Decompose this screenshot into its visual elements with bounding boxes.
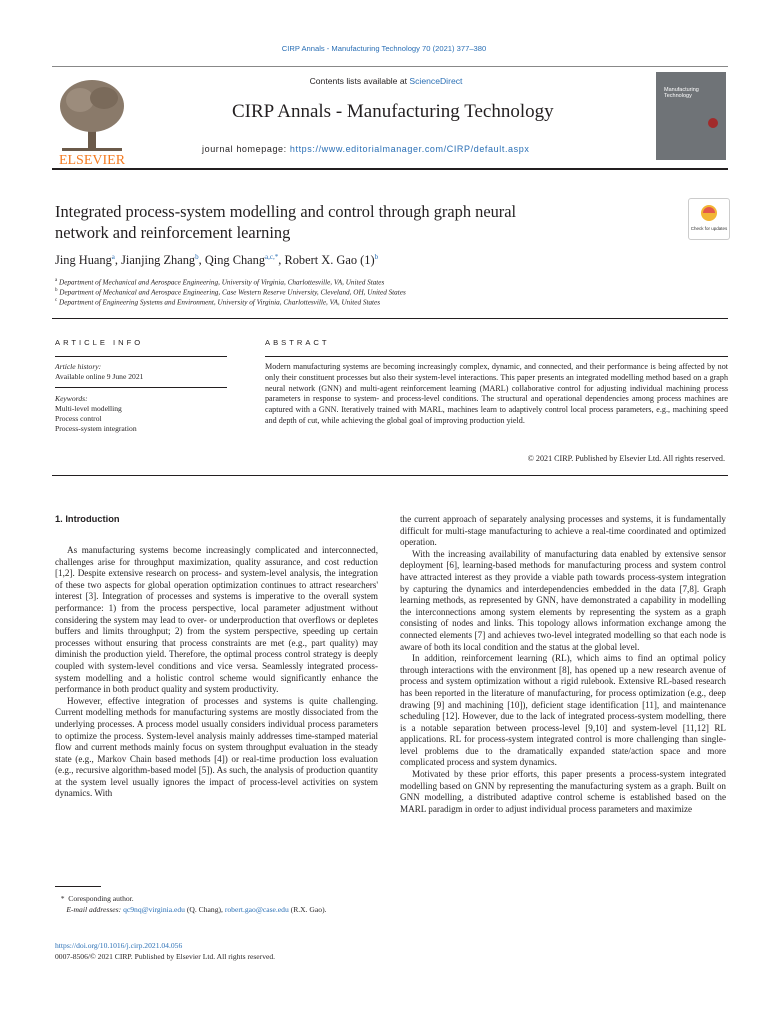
doi-block <box>55 940 275 962</box>
header-bottom-rule <box>52 168 728 170</box>
elsevier-logo <box>52 76 132 166</box>
homepage-link[interactable]: https://www.editorialmanager.com/CIRP/default.aspx <box>289 144 530 154</box>
abstract-bottom-rule <box>52 475 728 476</box>
footnote-rule <box>55 886 101 887</box>
body-paragraph: With the increasing availability of manufacturing data enabled by extensive sensor deployment [6], learning-based methods for manufacturing process and system control have attracted interest as they provide a viable path towards process-system integration by capturing the dynamics and interdependencies embedded in the data [7,8]. Graph learning methods, as represented by GNN, have demonstrated a capability in modelling the interconnections among system elements by representing the system as a graph consisting of nodes and links. This topology allows information exchange among the connected elements [7] and achieves two-level integrated modelling so that each node is aware of both its local condition and the status at the global level. <box>400 548 726 652</box>
body-paragraph: In addition, reinforcement learning (RL), which aims to find an optimal policy through interactions with the environment [8], has opened up a new research avenue of process and system optimization without a rigid rulebook. Extensive RL-based research has been reported in the literature of manufacturing, for process optimization (e.g., deep drawing [9] and machining [10]), deficient stage identification [11], and maintenance scheduling [12]. However, due to the lack of integrated process-system modelling, there is a notable separation between process-level [9,10] and system-level [11,12] RL applications. RL for process-system integrated control is more challenging than single-level problems due to the dramatically expanded state/action space and more complicated process and system dynamics. <box>400 653 726 768</box>
author-list: Jing Huang$^a$, Jianjing Zhang$^b$, Qing Chang$^{a,c,*}$, Robert X. Gao $(1)^b$ <box>55 253 379 268</box>
paper-title <box>55 201 655 243</box>
history-value: Available online 9 June 2021 <box>55 372 144 381</box>
keyword-item: Process-system integration <box>55 424 137 433</box>
body-paragraph: However, effective integration of processes and systems is quite challenging. Current modelling methods for manufacturing systems are mostly dissociated from the underlying processes. A process model usually considers individual process parameters to optimize the process. System-level analysis mainly addresses time-stamped material flow and current methods mainly focus on system throughput evaluation in the steady state (e.g., Markov Chain based methods [4]) or real-time production loss evaluation (e.g., recursive algorithm-based model [5]). As such, the analysis of production quantity at the system level usually ignores the impact of process-level activities on system dynamics. With <box>55 695 378 799</box>
corresponding-author-note: * Coresponding author. <box>60 894 134 903</box>
body-paragraph: As manufacturing systems become increasingly complicated and interconnected, challenges arise for throughput maximization, quality assurance, and cost reduction [1,2]. Despite extensive research on process- and system-level analysis, the integration of these two aspects for global operation optimization continues to attract researchers' interest [3]. Integration of processes and systems is imperative to the overall system performance: 1) from the process perspective, local parameter adjustment without considering the system may lead to over- or underproduction that overflows or depletes buffers and limits throughput; 2) from the system perspective, speeding up certain processes without ensuring that process constraints are met (e.g., part quality) may diminish the production yield. Therefore, the optimal process control strategy is deeply coupled with system-level conditions and vice versa. Seamlessly integrated process-system modelling and a holistic control scheme would significantly enhance the performance in both product quality and system productivity. <box>55 545 378 695</box>
history-label: Article history: <box>55 362 102 371</box>
sciencedirect-link[interactable]: ScienceDirect <box>409 76 463 86</box>
journal-homepage <box>202 144 529 154</box>
header-rule <box>52 66 728 67</box>
doi-link[interactable]: https://doi.org/10.1016/j.cirp.2021.04.056 <box>55 941 183 950</box>
check-for-updates-badge[interactable] <box>688 198 730 240</box>
introduction-heading: 1. Introduction <box>55 514 120 524</box>
footnote <box>55 893 327 915</box>
elsevier-wordmark: ELSEVIER <box>58 153 126 166</box>
keywords <box>55 394 227 434</box>
journal-reference[interactable]: CIRP Annals - Manufacturing Technology 70 (2021) 377–380 <box>281 44 487 53</box>
abstract-copyright: © 2021 CIRP. Published by Elsevier Ltd. All rights reserved. <box>527 454 725 463</box>
affiliation-c: $^c$ Department of Engineering Systems and Environment, University of Virginia, Charlottesville, VA, United States <box>55 298 381 307</box>
abstract-heading: ABSTRACT <box>265 338 330 347</box>
author-1[interactable]: Jing Huang$^a$ <box>55 253 115 268</box>
contents-line <box>52 76 720 86</box>
keywords-label: Keywords: <box>55 394 88 403</box>
author-3[interactable]: Qing Chang$^{a,c,*}$ <box>204 253 279 268</box>
paper-title-line-2: network and reinforcement learning <box>55 223 291 242</box>
affiliation-a: $^a$ Department of Mechanical and Aerospace Engineering, University of Virginia, Charlottesville, VA, United States <box>55 278 385 287</box>
article-history <box>55 362 227 382</box>
check-for-updates-label: Check for updates <box>690 226 728 231</box>
cover-title: Manufacturing Technology <box>664 87 699 99</box>
keyword-item: Multi-level modelling <box>55 404 122 413</box>
article-info-heading: ARTICLE INFO <box>55 338 144 347</box>
affiliations-rule <box>52 318 728 319</box>
author-4[interactable]: Robert X. Gao $(1)^b$ <box>284 253 379 268</box>
author-2[interactable]: Jianjing Zhang$^b$ <box>121 253 199 268</box>
email-addresses: E-mail addresses: qc9nq@virginia.edu (Q. Chang), robert.gao@case.edu (R.X. Gao). <box>66 905 327 914</box>
body-paragraph: Motivated by these prior efforts, this paper presents a process-system integrated modelling based on GNN by representing the manufacturing system as a graph. Built on GNN modelling, a distributed adaptive control scheme is established based on the MARL paradigm in order to adjust individual process parameters and maximize <box>400 769 726 814</box>
article-info-divider <box>55 387 227 388</box>
keyword-item: Process control <box>55 414 102 423</box>
abstract-rule <box>265 356 728 357</box>
paper-title-line-1: Integrated process-system modelling and control through graph neural <box>55 202 517 221</box>
journal-title: CIRP Annals - Manufacturing Technology <box>232 101 554 122</box>
article-info-rule <box>55 356 227 357</box>
email-link-chang[interactable]: qc9nq@virginia.edu <box>123 905 185 914</box>
issn-copyright: 0007-8506/© 2021 CIRP. Published by Elsevier Ltd. All rights reserved. <box>55 952 276 961</box>
journal-header <box>52 68 728 168</box>
affiliation-b: $^b$ Department of Mechanical and Aerospace Engineering, Case Western Reserve University, Cleveland, OH, United States <box>55 288 406 297</box>
body-column-right <box>400 514 726 815</box>
body-paragraph: the current approach of separately analysing processes and systems, it is fundamentally difficult for multi-stage manufacturing to achieve a real-time coordinated and optimized operation. <box>400 514 726 548</box>
contents-prefix: Contents lists available at <box>309 76 410 86</box>
email-link-gao[interactable]: robert.gao@case.edu <box>224 905 289 914</box>
homepage-label: journal homepage: <box>202 144 290 154</box>
body-column-left <box>55 545 378 800</box>
journal-cover-image <box>656 72 726 160</box>
abstract-text: Modern manufacturing systems are becoming increasingly complex, dynamic, and connected, and their performance is being affected by not only their constituent processes but also their system-level interactions. This paper presents an integrated modelling method based on a graph neural network (GNN) and multi-agent reinforcement learning (MARL) collaborative control for adjusting individual machining process parameters in response to system- and process-level conditions. The structural and operational dependencies among process machines are captured with a GNN. Iteratively trained with MARL, machines learn to adaptively control local process parameters, e.g., machining speed and depth of cut, while achieving the global goal of improving production yield. <box>265 362 728 425</box>
